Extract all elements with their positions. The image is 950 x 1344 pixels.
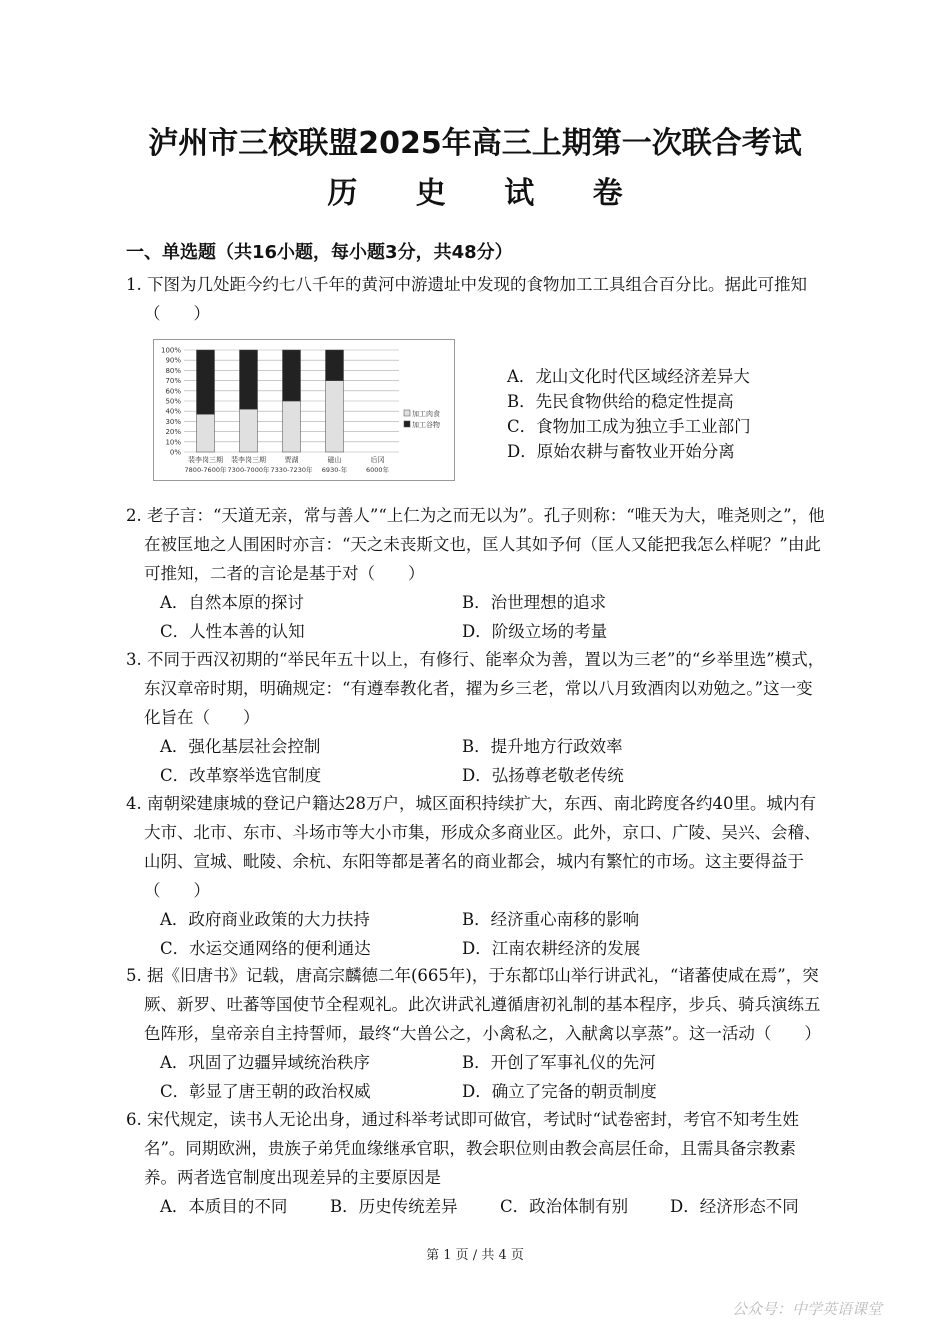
question-2 <box>126 501 826 646</box>
x-sub-label: 7800-7600年 <box>184 466 227 474</box>
question-stem: 据《旧唐书》记载，唐高宗麟德二年(665年)，于东都邙山举行讲武礼，“诸蕃使咸在焉”，突厥、新罗、吐蕃等国使节全程观礼。此次讲武礼遵循唐初礼制的基本程序，步兵、骑兵演练五色阵形，皇帝亲自主持誓师，最终“大兽公之，小禽私之，入献禽以享蒸”。这一活动（ ） <box>144 966 821 1043</box>
y-tick-label: 30% <box>165 417 181 426</box>
question-4 <box>126 789 826 963</box>
options-row <box>126 1077 826 1106</box>
option-d[interactable]: D．确立了完备的朝贡制度 <box>462 1082 657 1101</box>
bar-segment <box>240 409 258 452</box>
question-stem: 南朝梁建康城的登记户籍达28万户，城区面积持续扩大，东西、南北跨度各约40里。城内有大市、北市、东市、斗场市等大小市集，形成众多商业区。此外，京口、广陵、吴兴、会稽、山阴、宣城、毗陵、余杭、东阳等都是著名的商业都会，城内有繁忙的市场。这主要得益于（ ） <box>144 794 821 900</box>
x-sub-label: 6000年 <box>365 466 390 474</box>
question-number: 5. <box>126 966 142 985</box>
y-tick-label: 60% <box>165 387 181 396</box>
option-a[interactable]: A．强化基层社会控制 <box>160 737 321 756</box>
y-tick-label: 80% <box>165 366 181 375</box>
y-tick-label: 20% <box>165 428 181 437</box>
options-row <box>126 761 826 790</box>
option-d[interactable]: D．经济形态不同 <box>670 1197 799 1216</box>
option-b[interactable]: B．提升地方行政效率 <box>462 737 623 756</box>
option-c[interactable]: C．水运交通网络的便利通达 <box>160 939 371 958</box>
option-d[interactable]: D．原始农耕与畜牧业开始分离 <box>507 442 735 461</box>
question-number: 6. <box>126 1110 142 1129</box>
question-1 <box>126 270 826 328</box>
option-b[interactable]: B．开创了军事礼仪的先河 <box>462 1053 656 1072</box>
x-sub-label: 7300-7000年 <box>227 466 270 474</box>
question-number: 2. <box>126 506 142 525</box>
options-row <box>126 1048 826 1077</box>
x-category-label: 贾湖 <box>284 456 299 464</box>
legend-label: 加工肉食 <box>412 410 440 418</box>
x-sub-label: 6930-年 <box>321 466 348 474</box>
option-c[interactable]: C．政治体制有别 <box>500 1197 629 1216</box>
option-a[interactable]: A．本质目的不同 <box>160 1197 288 1216</box>
bar-segment <box>283 401 301 452</box>
question-stem: 宋代规定，读书人无论出身，通过科举考试即可做官，考试时“试卷密封，考官不知考生姓名”。同期欧洲，贵族子弟凭血缘继承官职，教会职位则由教会高层任命，且需具备宗教素养。两者选官制度出现差异的主要原因是 <box>144 1110 799 1187</box>
x-category-label: 磁山 <box>327 456 342 464</box>
page-footer: 第 1 页 / 共 4 页 <box>426 1248 524 1263</box>
section-heading: 一、单选题（共16小题，每小题3分，共48分） <box>126 242 513 263</box>
option-a[interactable]: A．自然本原的探讨 <box>160 593 304 612</box>
tool-percentage-chart <box>153 339 455 481</box>
option-b[interactable]: B．先民食物供给的稳定性提高 <box>507 392 734 411</box>
option-a[interactable]: A．龙山文化时代区域经济差异大 <box>507 367 750 386</box>
option-d[interactable]: D．江南农耕经济的发展 <box>462 939 641 958</box>
y-tick-label: 50% <box>165 397 181 406</box>
y-tick-label: 40% <box>165 407 181 416</box>
option-c[interactable]: C．改革察举选官制度 <box>160 766 322 785</box>
option-a[interactable]: A．巩固了边疆异域统治秩序 <box>160 1053 370 1072</box>
question-1-options <box>507 364 751 464</box>
x-category-label: 裴李岗三期 <box>188 456 223 464</box>
legend-swatch <box>404 421 410 427</box>
option-c[interactable]: C．食物加工成为独立手工业部门 <box>507 417 751 436</box>
question-3 <box>126 645 826 790</box>
question-stem: 下图为几处距今约七八千年的黄河中游遗址中发现的食物加工工具组合百分比。据此可推知（ ） <box>144 275 807 323</box>
bar-segment <box>240 350 258 409</box>
y-tick-label: 70% <box>165 377 181 386</box>
y-tick-label: 90% <box>165 356 181 365</box>
bar-segment <box>326 381 344 452</box>
options-row <box>126 905 826 934</box>
option-b[interactable]: B．历史传统差异 <box>330 1197 458 1216</box>
question-number: 4. <box>126 794 142 813</box>
y-tick-label: 0% <box>169 448 181 457</box>
chart-svg <box>154 340 454 480</box>
question-number: 1. <box>126 275 142 294</box>
bar-segment <box>197 414 215 452</box>
option-c[interactable]: C．彰显了唐王朝的政治权威 <box>160 1082 371 1101</box>
options-row <box>126 934 826 963</box>
option-d[interactable]: D．阶级立场的考量 <box>462 622 608 641</box>
options-row <box>126 1192 826 1221</box>
legend-label: 加工谷物 <box>412 421 440 429</box>
option-c[interactable]: C．人性本善的认知 <box>160 622 305 641</box>
exam-subtitle: 历 史 试 卷 <box>327 176 647 211</box>
bar-segment <box>197 350 215 414</box>
options-row <box>126 732 826 761</box>
y-tick-label: 10% <box>165 438 181 447</box>
option-b[interactable]: B．经济重心南移的影响 <box>462 910 640 929</box>
question-5 <box>126 961 826 1106</box>
question-number: 3. <box>126 650 142 669</box>
bar-segment <box>326 350 344 381</box>
option-b[interactable]: B．治世理想的追求 <box>462 593 607 612</box>
question-6 <box>126 1105 826 1221</box>
option-a[interactable]: A．政府商业政策的大力扶持 <box>160 910 370 929</box>
x-sub-label: 7330-7230年 <box>270 466 313 474</box>
option-d[interactable]: D．弘扬尊老敬老传统 <box>462 766 624 785</box>
y-tick-label: 100% <box>160 346 181 355</box>
bar-segment <box>283 350 301 401</box>
watermark: 公众号：中学英语课堂 <box>731 1300 882 1318</box>
x-category-label: 裴李岗三期 <box>231 456 266 464</box>
options-row <box>126 588 826 617</box>
question-stem: 不同于西汉初期的“举民年五十以上，有修行、能率众为善，置以为三老”的“乡举里选”模式，东汉章帝时期，明确规定：“有遵奉教化者，擢为乡三老，常以八月致酒肉以劝勉之。”这一变化旨在（ ） <box>144 650 825 727</box>
question-stem: 老子言：“天道无亲，常与善人”“上仁为之而无以为”。孔子则称：“唯天为大，唯尧则之”，他在被匡地之人围困时亦言：“天之未丧斯文也，匡人其如予何（匡人又能把我怎么样呢？”由此可推知，二者的言论是基于对（ ） <box>144 506 825 583</box>
legend-swatch <box>404 410 410 416</box>
x-category-label: 后冈 <box>370 456 385 464</box>
options-row <box>126 617 826 646</box>
exam-title: 泸州市三校联盟2025年高三上期第一次联合考试 <box>148 126 802 161</box>
